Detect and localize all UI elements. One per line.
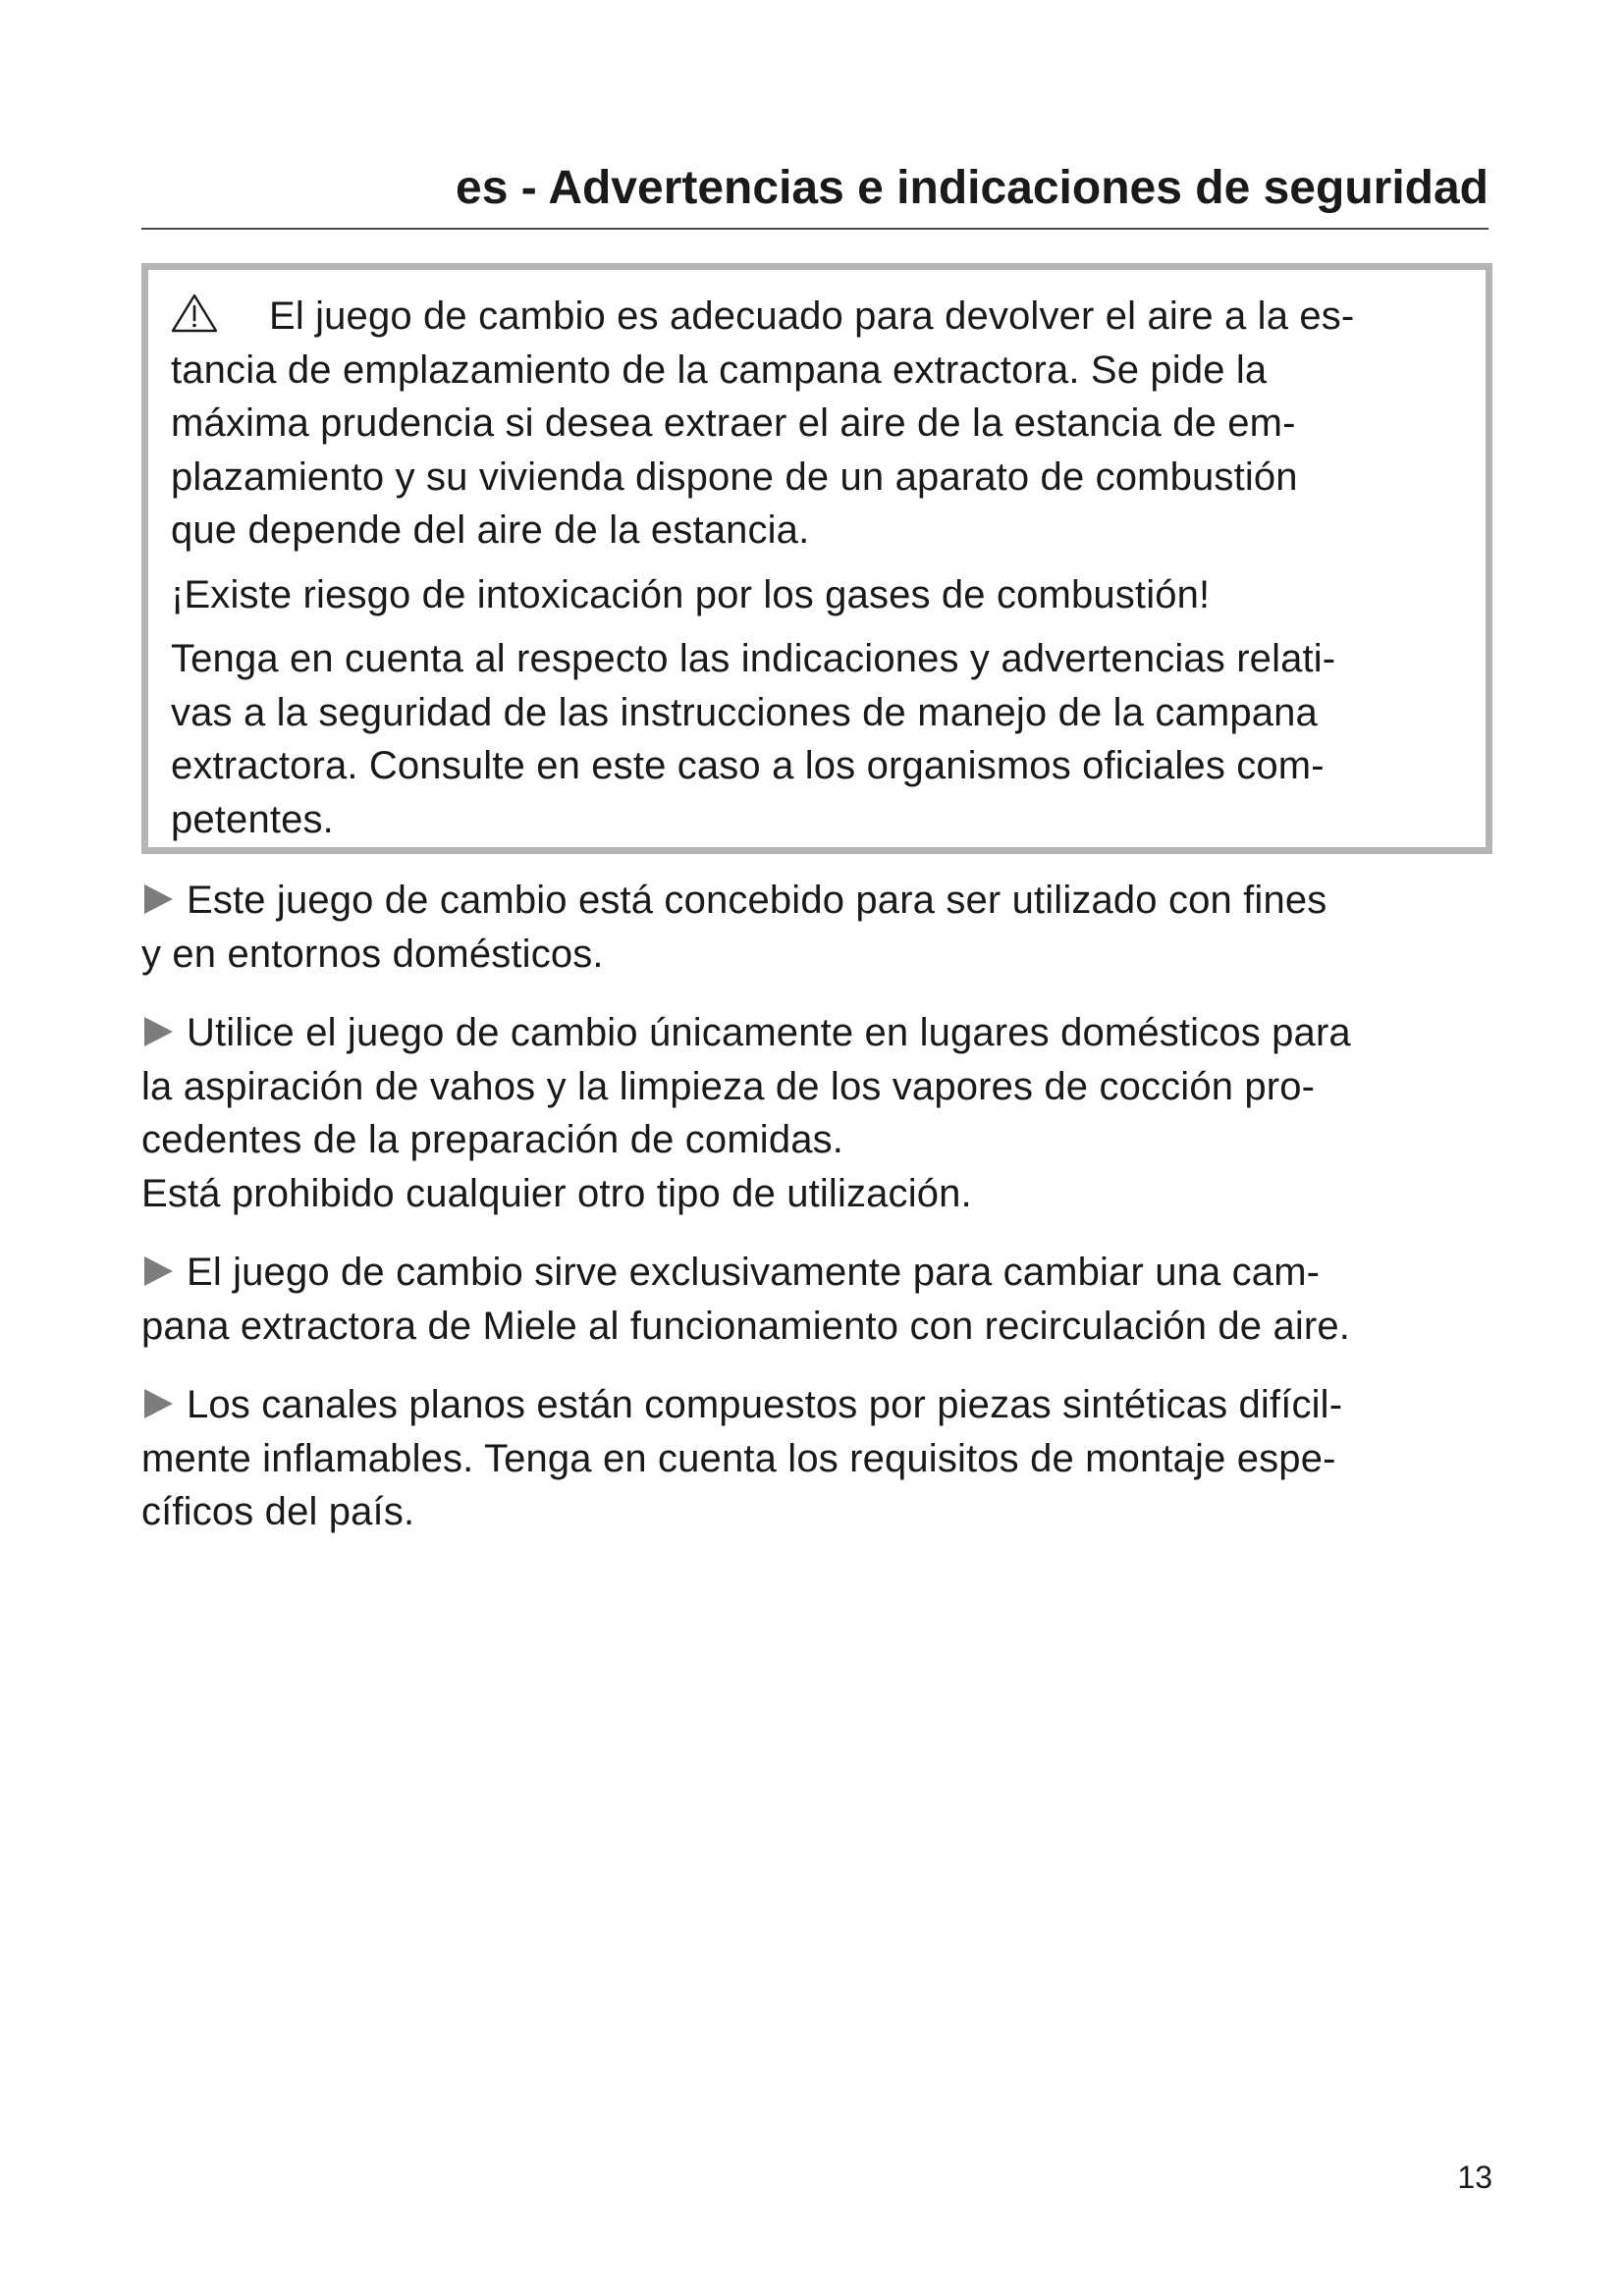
warning-line: ¡Existe riesgo de intoxicación por los gases de combustión!: [171, 572, 1211, 616]
warning-line: El juego de cambio es adecuado para devolver el aire a la es-: [269, 294, 1355, 338]
bullet-line: mente inflamables. Tenga en cuenta los requisitos de montaje espe-: [141, 1436, 1336, 1480]
bullet-line: El juego de cambio sirve exclusivamente para cambiar una cam-: [187, 1251, 1321, 1294]
warning-line: petentes.: [171, 797, 334, 841]
warning-triangle-icon: [171, 294, 218, 333]
warning-paragraph: [171, 568, 1464, 622]
warning-line: máxima prudencia si desea extraer el aire de la estancia de em-: [171, 401, 1296, 445]
warning-line: vas a la seguridad de las instrucciones de manejo de la campana: [171, 690, 1318, 734]
warning-line: plazamiento y su vivienda dispone de un aparato de combustión: [171, 454, 1298, 499]
bullet-line: y en entornos domésticos.: [141, 932, 604, 976]
warning-paragraph: [171, 290, 1464, 558]
bullet-line: cíficos del país.: [141, 1490, 415, 1533]
page-title: es - Advertencias e indicaciones de seguridad: [456, 162, 1489, 214]
bullet-line: la aspiración de vahos y la limpieza de los vapores de cocción pro-: [141, 1064, 1316, 1108]
bullet-line: Los canales planos están compuestos por piezas sintéticas difícil-: [187, 1383, 1343, 1426]
bullet-line: cedentes de la preparación de comidas.: [141, 1118, 844, 1161]
page-header: [141, 159, 1489, 230]
triangle-bullet-icon: [141, 882, 175, 916]
warning-paragraph: [171, 632, 1464, 846]
triangle-bullet-icon: [141, 1255, 175, 1288]
bullet-paragraph: [141, 1378, 1492, 1539]
triangle-bullet-icon: [141, 1015, 175, 1048]
bullet-line: Este juego de cambio está concebido para ser utilizado con fines: [187, 879, 1327, 922]
warning-line: extractora. Consulte en este caso a los organismos oficiales com-: [171, 744, 1325, 787]
page-number: 13: [1457, 2160, 1492, 2195]
warning-line: que depende del aire de la estancia.: [171, 508, 810, 552]
bullet-paragraph: [141, 1006, 1492, 1220]
bullet-line: Utilice el juego de cambio únicamente en lugares domésticos para: [187, 1011, 1351, 1054]
warning-line: tancia de emplazamiento de la campana extractora. Se pide la: [171, 347, 1268, 392]
bullet-line: pana extractora de Miele al funcionamiento con recirculación de aire.: [141, 1304, 1351, 1348]
body-content: [141, 874, 1492, 1539]
bullet-paragraph: [141, 1246, 1492, 1353]
warning-line: Tenga en cuenta al respecto las indicaciones y advertencias relati-: [171, 637, 1336, 680]
bullet-paragraph: [141, 874, 1492, 981]
warning-box: [141, 263, 1492, 854]
triangle-bullet-icon: [141, 1387, 175, 1420]
bullet-line: Está prohibido cualquier otro tipo de utilización.: [141, 1171, 972, 1215]
